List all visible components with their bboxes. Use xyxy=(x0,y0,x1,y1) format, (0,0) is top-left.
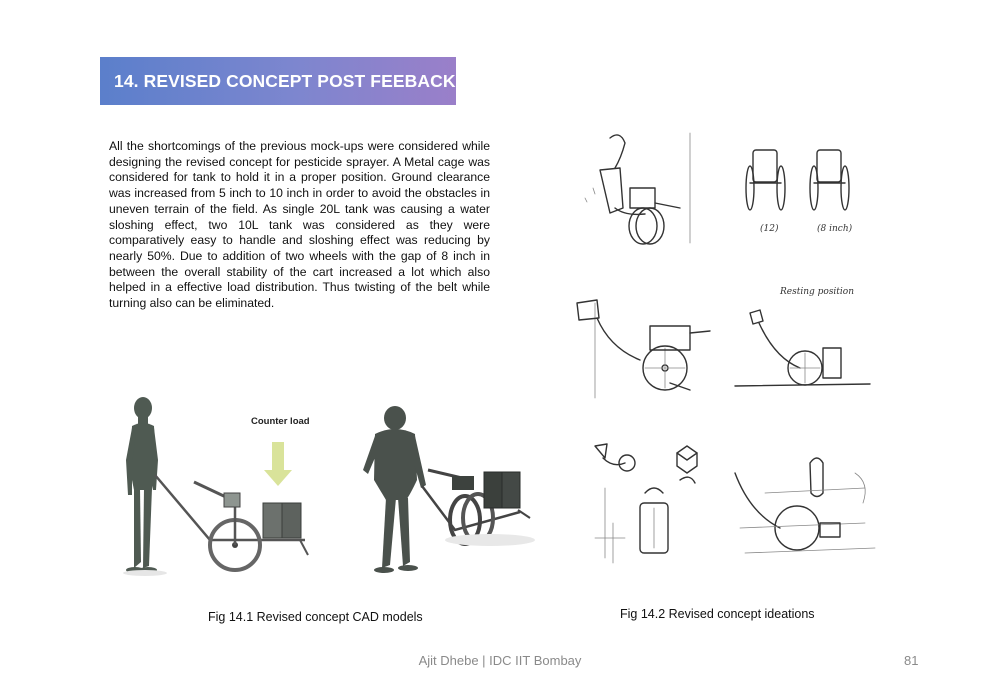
section-title: 14. REVISED CONCEPT POST FEEBACK xyxy=(114,70,456,91)
body-paragraph: All the shortcomings of the previous mock-ups were considered while designing the revised concept for pesticide sprayer. A Metal cage was considered for tank to hold it in a proper position. Ground clearance was increased from 5 inch to 10 inch in order to avoid the obstacles in uneven terrain of the field. As single 20L tank was causing a water sloshing effect, two 10L tank was considered as they were comparatively easy to handle and sloshing effect was reducing by nearly 50%. Due to addition of two wheels with the gap of 8 inch in between the overall stability of the cart increased a lot which also helped in a effective load distribution. Thus twisting of the belt while turning also can be eliminated. xyxy=(109,139,490,311)
human-figure-perspective xyxy=(363,406,426,573)
sketch-cart-side xyxy=(577,300,710,398)
footer-text: Ajit Dhebe | IDC IIT Bombay xyxy=(418,653,582,668)
sketch-note-12: (12) xyxy=(760,224,779,234)
counter-load-label: Counter load xyxy=(251,416,310,427)
counter-load-arrow xyxy=(264,442,292,486)
human-figure-side xyxy=(126,397,158,573)
ideation-sketches-figure xyxy=(565,128,895,583)
sketch-cart-upright xyxy=(585,133,690,244)
sketch-harness-details xyxy=(595,444,697,563)
sketch-note-resting: Resting position xyxy=(780,287,855,297)
section-title-banner xyxy=(100,57,456,105)
sketch-resting-position xyxy=(735,287,870,386)
cad-models-figure xyxy=(110,390,550,585)
cart-cad-perspective xyxy=(422,470,535,546)
sketch-wheel-spacing xyxy=(746,150,853,234)
sketch-cart-closeup xyxy=(735,458,875,553)
sketch-note-8-inch: (8 inch) xyxy=(817,224,853,234)
cart-cad-side xyxy=(155,475,308,570)
ideation-figure-caption: Fig 14.2 Revised concept ideations xyxy=(620,607,815,621)
cad-figure-caption: Fig 14.1 Revised concept CAD models xyxy=(208,610,423,624)
page-number: 81 xyxy=(904,653,919,668)
